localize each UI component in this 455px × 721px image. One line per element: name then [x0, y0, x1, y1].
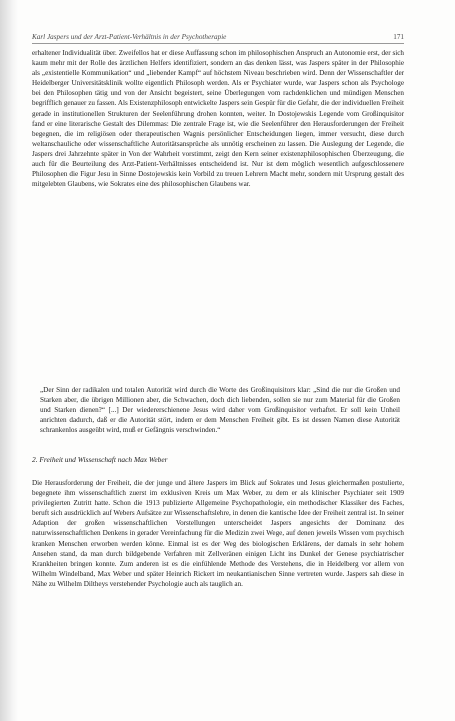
section-heading: 2. Freiheit und Wissenschaft nach Max Weber — [32, 455, 168, 464]
scan-edge-shadow — [0, 0, 18, 721]
body-paragraph-1: erhaltener Individualität über. Zweifellos hat er diese Auffassung schon im philosophischen Anspruch an Autonomie erst, der sich kaum mehr mit der Rolle des ärztlichen Helfers identifiziert, sondern an das denken lässt, was Jaspers später in der Philosophie als „existentielle Kommunikation“ und „liebender Kampf“ auf höchstem Niveau beschrieben wird. Denn der Wissenschaftler der Heidelberger Universitätsklinik wollte eigentlich Philosoph werden. Als er Psychiater wurde, war Jaspers schon als Psychologe bei den Philosophen tätig und von der Ansicht begeistert, seine Überlegungen vom rachdenklichen und mündigen Menschen begrifflich genauer zu fassen. Als Existenzphilosoph entwickelte Jaspers sein Gespür für die Gefahr, die der individuellen Freiheit gerade in institutionellen Strukturen der Seelenführung drohen konnten, weiter. In Dostojewskis Legende vom Großinquisitor fand er eine literarische Gestalt des Dilemmas: Die zentrale Frage ist, wie die Seelenführer den Herausforderungen der Freiheit begegnen, die im religiösen oder therapeutischen Wagnis persönlicher Entscheidungen liegen, immer versucht, diese durch weltanschauliche oder wissenschaftliche Autoritätsansprüche als unnötig erscheinen zu lassen. Die Auslegung der Legende, die Jaspers drei Jahrzehnte später in Von der Wahrheit vorstimmt, zeigt den Kern seiner existenzphilosophischen Überzeugung, die auch für die Beurteilung des Arzt-Patient-Verhältnisses entscheidend ist. Nur ist dem möglich wesentlich aufgeschlossenere Philosophen die Figur Jesu in Sinne Dostojewskis kein Vorbild zu treuen Lehrern Macht mehr, sondern mit Ursprung gestalt des mitgelebten Glaubens, wie Sokrates eine des philosophischen Glaubens war. — [32, 49, 404, 189]
running-title: Karl Jaspers und der Arzt-Patient-Verhältnis in der Psychotherapie — [32, 33, 227, 41]
running-header — [32, 33, 404, 44]
body-paragraph-2: Die Herausforderung der Freiheit, die der junge und ältere Jaspers im Blick auf Sokrates und Jesus gleichermaßen postulierte, begegnete ihm wissenschaftlich zuerst im exklusiven Kreis um Max Weber, zu dem er als klinischer Psychiater seit 1909 privilegierten Zutritt hatte. Schon die 1913 publizierte Allgemeine Psychopathologie, ein methodischer Klassiker des Faches, beruft sich ausdrücklich auf Webers Aufsätze zur Wissenschaftslehre, in denen die kantische Idee der Freiheit zentral ist. In seiner Adaption der großen wissenschaftlichen Vorstellungen unterscheidet Jaspers angesichts der Dominanz des naturwissenschaftlichen Denkens in gerader Vereinfachung für die Medizin zwei Wege, auf denen jeweils Wissen vom psychisch kranken Menschen erworben werden könne. Einmal ist es der Weg des biologischen Erklärens, der damals in sehr hohem Ansehen stand, da man durch bildgebende Verfahren mit Zellveränen einigen Licht ins Dunkel der Genese psychiatrischer Krankheiten bringen konnte. Zum anderen ist es die einfühlende Methode des Verstehens, die in Heidelberg vor allem von Wilhelm Windelband, Max Weber und später Heinrich Rickert im neukantianischen Sinne vertreten wurde. Jaspers sah diese in Nähe zu Wilhelm Diltheys verstehender Psychologie auch als tauglich an. — [32, 479, 404, 588]
block-quote: „Der Sinn der radikalen und totalen Autorität wird durch die Worte des Großinquisitors klar: „Sind die nur die Großen und Starken aber, die übrigen Millionen aber, die Schwachen, doch dich liebenden, sollen sie nur zum Material für die Großen und Starken dienen?“ [...] Der wiedererschienene Jesus wird daher vom Großinquisitor verhaftet. Er soll kein Unheil anrichten dadurch, daß er die Autorität stört, indem er dem Menschen Freiheit gibt. Es ist dessen Namen diese Autorität schrankenlos ausgeübt wird, muß er Gefängnis verschwinden.“ — [40, 386, 400, 435]
page-number: 171 — [393, 33, 404, 41]
